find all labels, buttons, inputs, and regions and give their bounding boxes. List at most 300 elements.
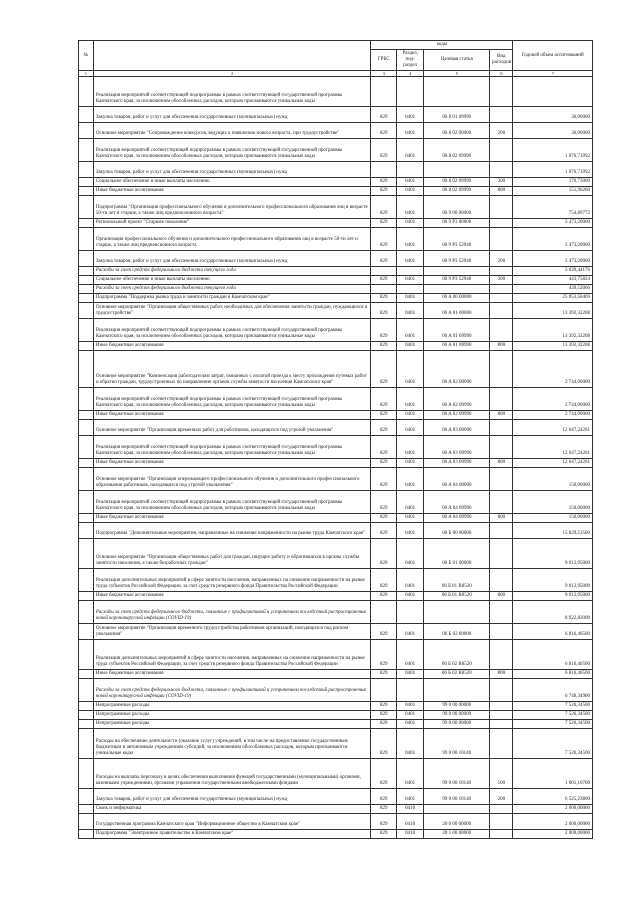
row-name-cell: Непрограммные расходы <box>93 711 371 720</box>
row-grbs-cell: 829 <box>371 569 396 592</box>
row-cs-cell: 06 A 04 00000 <box>424 468 490 491</box>
row-vid-cell <box>490 468 513 491</box>
row-cs-cell: 06 8 02 00000 <box>424 123 490 139</box>
row-razd-cell: 0401 <box>396 711 424 720</box>
row-vid-cell <box>490 319 513 342</box>
row-razd-cell: 0401 <box>396 789 424 805</box>
row-amount-cell: 13 392,32208 <box>513 342 593 351</box>
row-grbs-cell: 829 <box>371 178 396 187</box>
row-vid-cell: 800 <box>490 342 513 351</box>
row-name-cell: Основное мероприятие "Организация общественных работ для граждан, ищущих работу и обратившихся в органы службы занятости населения, а также безработных граждан" <box>93 539 371 569</box>
table-row <box>79 294 593 303</box>
row-vid-cell <box>490 77 513 107</box>
row-number-cell <box>79 436 94 459</box>
row-name-cell: Непрограммные расходы <box>93 702 371 711</box>
row-vid-cell <box>490 569 513 592</box>
row-amount-cell: 6 816,46500 <box>513 670 593 679</box>
row-vid-cell <box>490 139 513 162</box>
row-razd-cell: 0401 <box>396 219 424 228</box>
row-grbs-cell: 829 <box>371 539 396 569</box>
row-razd-cell: 0401 <box>396 729 424 759</box>
row-cs-cell: 99 0 00 00000 <box>424 720 490 729</box>
row-vid-cell: 200 <box>490 251 513 267</box>
table-row <box>79 123 593 139</box>
row-amount-cell: 12 647,24261 <box>513 436 593 459</box>
row-amount-cell: 36,00000 <box>513 123 593 139</box>
row-vid-cell: 800 <box>490 187 513 196</box>
table-row <box>79 276 593 285</box>
row-grbs-cell: 829 <box>371 789 396 805</box>
row-amount-cell: 7 526,34500 <box>513 729 593 759</box>
budget-table <box>78 40 593 839</box>
row-grbs-cell: 829 <box>371 640 396 670</box>
row-name-cell: Основное мероприятие "Организация общественных работ, необходимых для обеспечения занятости граждан, нуждающихся в трудоустройстве" <box>93 303 371 319</box>
table-body <box>79 77 593 839</box>
table-row <box>79 601 593 624</box>
row-grbs-cell: 829 <box>371 491 396 514</box>
row-name-cell: Социальное обеспечение и иные выплаты населению <box>93 276 371 285</box>
row-vid-cell <box>490 601 513 624</box>
row-grbs-cell: 829 <box>371 759 396 789</box>
row-cs-cell: 06 A 02 00000 <box>424 351 490 388</box>
row-cs-cell: 06 Б 02 R8520 <box>424 670 490 679</box>
row-cs-cell: 06 A 02 09990 <box>424 411 490 420</box>
row-razd-cell: 0401 <box>396 436 424 459</box>
table-row <box>79 342 593 351</box>
row-amount-cell: 3 473,20000 <box>513 251 593 267</box>
table-row <box>79 267 593 276</box>
row-grbs-cell: 829 <box>371 436 396 459</box>
row-amount-cell: 13 392,32208 <box>513 319 593 342</box>
row-cs-cell: 06 Б 00 00000 <box>424 523 490 539</box>
row-amount-cell: 151,96260 <box>513 187 593 196</box>
row-name-cell: Основное мероприятие "Организация временных работ для работников, находящихся под угрозой увольнения" <box>93 420 371 436</box>
row-name-cell: Социальное обеспечение и иные выплаты населению <box>93 178 371 187</box>
row-vid-cell <box>490 285 513 294</box>
row-name-cell: Реализация мероприятий соответствующей подпрограммы в рамках соответствующей государственной программы Камчатского края, за исключением обособленных расходов, которым присваиваются уникальные коды <box>93 139 371 162</box>
row-cs-cell <box>424 285 490 294</box>
row-cs-cell: 06 A 03 00000 <box>424 420 490 436</box>
row-grbs-cell: 829 <box>371 251 396 267</box>
row-number-cell <box>79 459 94 468</box>
row-number-cell <box>79 601 94 624</box>
row-grbs-cell: 829 <box>371 319 396 342</box>
row-razd-cell: 0401 <box>396 228 424 251</box>
row-name-cell: Иные бюджетные ассигнования <box>93 342 371 351</box>
table-row <box>79 729 593 759</box>
row-name-cell: Организация профессионального обучения и дополнительного профессионального образования лиц в возрасте 50-ти лет и старше, а также лиц предпенсионного возраста <box>93 228 371 251</box>
row-vid-cell <box>490 196 513 219</box>
row-vid-cell <box>490 294 513 303</box>
row-vid-cell <box>490 436 513 459</box>
row-number-cell <box>79 592 94 601</box>
row-vid-cell: 800 <box>490 514 513 523</box>
table-row <box>79 319 593 342</box>
row-number-cell <box>79 187 94 196</box>
row-number-cell <box>79 523 94 539</box>
row-razd-cell: 0401 <box>396 294 424 303</box>
row-cs-cell: 06 9 00 00000 <box>424 196 490 219</box>
row-number-cell <box>79 491 94 514</box>
row-amount-cell: 150,00000 <box>513 514 593 523</box>
row-number-cell <box>79 729 94 759</box>
row-grbs-cell: 829 <box>371 420 396 436</box>
row-vid-cell <box>490 228 513 251</box>
row-number-cell <box>79 251 94 267</box>
row-grbs-cell: 829 <box>371 830 396 839</box>
row-amount-cell: 6 816,46500 <box>513 624 593 640</box>
row-vid-cell <box>490 219 513 228</box>
row-cs-cell: 06 9 P3 52940 <box>424 276 490 285</box>
row-number-cell <box>79 285 94 294</box>
row-vid-cell <box>490 107 513 123</box>
row-vid-cell <box>490 805 513 814</box>
row-amount-cell: 9 012,95000 <box>513 539 593 569</box>
row-number-cell <box>79 814 94 830</box>
row-vid-cell <box>490 624 513 640</box>
row-name-cell: Подпрограмма "Электронное правительство в Камчатском крае" <box>93 830 371 839</box>
row-razd-cell: 0401 <box>396 569 424 592</box>
row-cs-cell: 06 9 P3 52940 <box>424 251 490 267</box>
row-grbs-cell: 829 <box>371 219 396 228</box>
row-vid-cell <box>490 162 513 178</box>
row-number-cell <box>79 196 94 219</box>
row-razd-cell: 0401 <box>396 388 424 411</box>
header-razd: Раздел, под-раздел <box>396 50 424 71</box>
row-razd-cell: 0401 <box>396 459 424 468</box>
table-row <box>79 351 593 388</box>
row-grbs-cell: 829 <box>371 805 396 814</box>
row-vid-cell: 200 <box>490 789 513 805</box>
row-name-cell: Подпрограмма "Поддержка рынка труда и занятости граждан в Камчатском крае" <box>93 294 371 303</box>
table-row <box>79 670 593 679</box>
row-number-cell <box>79 219 94 228</box>
table-row <box>79 720 593 729</box>
row-cs-cell: 06 A 04 09990 <box>424 491 490 514</box>
table-row <box>79 196 593 219</box>
row-number-cell <box>79 830 94 839</box>
row-grbs-cell: 829 <box>371 228 396 251</box>
row-cs-cell: 06 8 02 09990 <box>424 178 490 187</box>
row-razd-cell: 0401 <box>396 411 424 420</box>
row-amount-cell: 7 526,34500 <box>513 720 593 729</box>
row-number-cell <box>79 569 94 592</box>
row-amount-cell: 7 526,34500 <box>513 711 593 720</box>
row-grbs-cell: 829 <box>371 187 396 196</box>
row-vid-cell: 800 <box>490 459 513 468</box>
table-row <box>79 789 593 805</box>
table-row <box>79 285 593 294</box>
row-cs-cell: 20 1 00 00000 <box>424 830 490 839</box>
row-razd-cell: 0401 <box>396 178 424 187</box>
row-razd-cell: 0401 <box>396 139 424 162</box>
row-name-cell: Реализация мероприятий соответствующей подпрограммы в рамках соответствующей государственной программы Камчатского края, за исключением обособленных расходов, которым присваиваются уникальные коды <box>93 491 371 514</box>
table-row <box>79 702 593 711</box>
row-number-cell <box>79 303 94 319</box>
table-row <box>79 303 593 319</box>
row-cs-cell: 06 A 01 09990 <box>424 319 490 342</box>
table-row <box>79 251 593 267</box>
row-grbs-cell <box>371 679 396 702</box>
row-cs-cell: 06 9 P3 00000 <box>424 219 490 228</box>
row-amount-cell: 2 000,00000 <box>513 805 593 814</box>
row-grbs-cell: 829 <box>371 411 396 420</box>
row-amount-cell: 12 647,24261 <box>513 420 593 436</box>
row-razd-cell: 0401 <box>396 539 424 569</box>
column-index: 6 <box>490 71 513 77</box>
row-vid-cell <box>490 729 513 759</box>
row-grbs-cell <box>371 601 396 624</box>
row-grbs-cell: 829 <box>371 276 396 285</box>
row-grbs-cell: 829 <box>371 702 396 711</box>
row-name-cell: Основное мероприятие "Компенсация работодателям затрат, связанных с оплатой проезда к месту прохождения путевых работ и обратно граждан, трудоустроенных по направлению органов службы занятости населения Камчатского края" <box>93 351 371 388</box>
row-name-cell: Закупка товаров, работ и услуг для обеспечения государственных (муниципальных) нужд <box>93 162 371 178</box>
row-number-cell <box>79 178 94 187</box>
row-vid-cell <box>490 711 513 720</box>
table-row <box>79 107 593 123</box>
row-razd-cell <box>396 77 424 107</box>
row-amount-cell: 2 744,00000 <box>513 411 593 420</box>
row-amount-cell: 9 012,95000 <box>513 592 593 601</box>
row-name-cell: Расходы на обеспечение деятельности (оказание услуг) учреждений, в том числе на предоставление государственным бюджетным и автономным учреждениям субсидий, за исключением обособленных расходов, которым присваиваются уникальные коды <box>93 729 371 759</box>
row-amount-cell: 443,75824 <box>513 276 593 285</box>
row-name-cell: Закупка товаров, работ и услуг для обеспечения государственных (муниципальных) нужд <box>93 251 371 267</box>
table-row <box>79 228 593 251</box>
row-razd-cell <box>396 267 424 276</box>
row-cs-cell: 06 Б 02 00000 <box>424 624 490 640</box>
header-vid: Вид расходов <box>490 50 513 71</box>
row-grbs-cell: 829 <box>371 294 396 303</box>
row-cs-cell: 06 Б 02 R8520 <box>424 640 490 670</box>
row-grbs-cell: 829 <box>371 592 396 601</box>
row-razd-cell: 0401 <box>396 720 424 729</box>
row-cs-cell: 06 Б 01 R8520 <box>424 592 490 601</box>
row-vid-cell <box>490 303 513 319</box>
table-row <box>79 187 593 196</box>
row-razd-cell: 0410 <box>396 805 424 814</box>
row-name-cell: Реализация мероприятий соответствующей подпрограммы в рамках соответствующей государственной программы Камчатского края, за исключением обособленных расходов, которым присваиваются уникальные коды <box>93 388 371 411</box>
row-amount-cell: 3 029,44176 <box>513 267 593 276</box>
row-razd-cell: 0401 <box>396 251 424 267</box>
row-razd-cell: 0410 <box>396 830 424 839</box>
row-name-cell: Расходы за счет средств федерального бюджета, связанные с профилактикой и устранением последствий распространения новой коронавирусной инфекции (COVID-19) <box>93 601 371 624</box>
header-cs: Целевая статья <box>424 50 490 71</box>
row-number-cell <box>79 123 94 139</box>
row-name-cell: Расходы за счет средств федерального бюджета текущего года <box>93 267 371 276</box>
row-number-cell <box>79 228 94 251</box>
row-grbs-cell: 829 <box>371 388 396 411</box>
table-row <box>79 640 593 670</box>
row-name-cell: Реализация мероприятий соответствующей подпрограммы в рамках соответствующей государственной программы Камчатского края, за исключением обособленных расходов, которым присваиваются уникальные коды <box>93 319 371 342</box>
row-vid-cell <box>490 491 513 514</box>
row-razd-cell: 0401 <box>396 640 424 670</box>
row-cs-cell: 06 A 04 09990 <box>424 514 490 523</box>
row-grbs-cell: 829 <box>371 107 396 123</box>
header-grbs: ГРБС <box>371 50 396 71</box>
row-razd-cell: 0401 <box>396 107 424 123</box>
table-row <box>79 814 593 830</box>
row-grbs-cell: 829 <box>371 139 396 162</box>
row-number-cell <box>79 789 94 805</box>
row-number-cell <box>79 388 94 411</box>
row-razd-cell: 0401 <box>396 702 424 711</box>
row-number-cell <box>79 759 94 789</box>
row-razd-cell: 0401 <box>396 420 424 436</box>
row-name-cell: Непрограммные расходы <box>93 720 371 729</box>
row-amount-cell: 170,73060 <box>513 178 593 187</box>
row-cs-cell: 06 Б 01 R8520 <box>424 569 490 592</box>
table-row <box>79 523 593 539</box>
row-amount-cell: 2 000,00000 <box>513 830 593 839</box>
row-amount-cell: 12 647,24261 <box>513 459 593 468</box>
row-amount-cell: 6 816,46500 <box>513 640 593 670</box>
column-index: 3 <box>371 71 396 77</box>
row-number-cell <box>79 342 94 351</box>
row-grbs-cell: 829 <box>371 351 396 388</box>
table-row <box>79 219 593 228</box>
row-cs-cell: 99 0 00 00000 <box>424 702 490 711</box>
row-name-cell: Реализация дополнительных мероприятий в сфере занятости населения, направленных на снижение напряженности на рынке труда субъектов Российской Федерации, за счет средств резервного фонда Правительства Российской Федерации <box>93 569 371 592</box>
row-vid-cell <box>490 814 513 830</box>
table-row <box>79 491 593 514</box>
row-grbs-cell: 829 <box>371 670 396 679</box>
table-row <box>79 514 593 523</box>
row-number-cell <box>79 805 94 814</box>
row-cs-cell <box>424 162 490 178</box>
table-row <box>79 420 593 436</box>
table-row <box>79 711 593 720</box>
row-razd-cell: 0401 <box>396 319 424 342</box>
row-name-cell: Региональный проект "Старшее поколение" <box>93 219 371 228</box>
row-name-cell: Иные бюджетные ассигнования <box>93 592 371 601</box>
row-cs-cell: 06 8 02 09990 <box>424 139 490 162</box>
row-cs-cell: 06 8 01 09990 <box>424 107 490 123</box>
row-razd-cell: 0401 <box>396 303 424 319</box>
row-amount-cell: 36,00000 <box>513 107 593 123</box>
column-index: 7 <box>513 71 593 77</box>
row-razd-cell <box>396 162 424 178</box>
row-name-cell: Иные бюджетные ассигнования <box>93 187 371 196</box>
row-razd-cell: 0401 <box>396 351 424 388</box>
row-name-cell: Подпрограмма "Организация профессионального обучения и дополнительного профессионального образования лиц в возрасте 50-ти лет и старше, а также лиц предпенсионного возраста" <box>93 196 371 219</box>
row-amount-cell: 754,89772 <box>513 196 593 219</box>
row-vid-cell <box>490 720 513 729</box>
table-row <box>79 805 593 814</box>
table-row <box>79 679 593 702</box>
row-number-cell <box>79 276 94 285</box>
header-num: № <box>79 41 94 71</box>
row-amount-cell: 8 922,82000 <box>513 601 593 624</box>
column-index: 2 <box>93 71 371 77</box>
row-razd-cell: 0401 <box>396 514 424 523</box>
row-amount-cell: 7 526,34500 <box>513 702 593 711</box>
row-vid-cell: 800 <box>490 411 513 420</box>
row-amount-cell: 2 744,00000 <box>513 388 593 411</box>
row-razd-cell: 0401 <box>396 123 424 139</box>
row-razd-cell: 0401 <box>396 342 424 351</box>
row-number-cell <box>79 679 94 702</box>
row-grbs-cell <box>371 77 396 107</box>
row-cs-cell: 06 8 02 09990 <box>424 187 490 196</box>
row-number-cell <box>79 702 94 711</box>
row-amount-cell: 25 953,56469 <box>513 294 593 303</box>
table-row <box>79 388 593 411</box>
row-amount-cell: 439,52066 <box>513 285 593 294</box>
row-grbs-cell <box>371 162 396 178</box>
row-cs-cell: 06 A 01 00000 <box>424 303 490 319</box>
row-amount-cell <box>513 77 593 107</box>
header-name <box>93 41 371 71</box>
row-vid-cell: 200 <box>490 123 513 139</box>
row-razd-cell: 0401 <box>396 592 424 601</box>
row-amount-cell: 6 525,23800 <box>513 789 593 805</box>
row-cs-cell: 06 A 00 00000 <box>424 294 490 303</box>
row-grbs-cell: 829 <box>371 123 396 139</box>
row-grbs-cell: 829 <box>371 523 396 539</box>
table-row <box>79 624 593 640</box>
row-number-cell <box>79 351 94 388</box>
row-grbs-cell: 829 <box>371 720 396 729</box>
row-razd-cell <box>396 679 424 702</box>
row-name-cell: Закупка товаров, работ и услуг для обеспечения государственных (муниципальных) нужд <box>93 107 371 123</box>
row-number-cell <box>79 468 94 491</box>
row-vid-cell <box>490 388 513 411</box>
row-cs-cell <box>424 805 490 814</box>
row-name-cell: Расходы на выплаты персоналу в целях обеспечения выполнения функций государственными (муниципальными) органами, казенными учреждениями, органами управления государственными внебюджетными фондами <box>93 759 371 789</box>
row-number-cell <box>79 294 94 303</box>
column-index: 5 <box>424 71 490 77</box>
row-vid-cell <box>490 640 513 670</box>
row-vid-cell <box>490 267 513 276</box>
column-index: 1 <box>79 71 94 77</box>
table-row <box>79 162 593 178</box>
row-amount-cell: 150,00000 <box>513 468 593 491</box>
row-name-cell: Государственная программа Камчатского края "Информационное общество в Камчатском крае" <box>93 814 371 830</box>
table-row <box>79 411 593 420</box>
row-grbs-cell: 829 <box>371 196 396 219</box>
row-cs-cell: 99 0 00 10140 <box>424 789 490 805</box>
row-number-cell <box>79 539 94 569</box>
row-vid-cell <box>490 420 513 436</box>
row-number-cell <box>79 411 94 420</box>
row-cs-cell: 06 9 P3 52940 <box>424 228 490 251</box>
row-name-cell: Реализация дополнительных мероприятий в сфере занятости населения, направленных на снижение напряженности на рынке труда субъектов Российской Федерации, за счет средств резервного фонда Правительства Российской Федерации <box>93 640 371 670</box>
row-vid-cell: 300 <box>490 178 513 187</box>
table-row <box>79 139 593 162</box>
table-row <box>79 539 593 569</box>
row-name-cell: Основное мероприятие "Организация опережающего профессионального обучения и дополнительного профессионального образования работников, находящихся под угрозой увольнения" <box>93 468 371 491</box>
row-name-cell: Расходы за счет средств федерального бюджета, связанные с профилактикой и устранением последствий распространения новой коронавирусной инфекции (COVID-19) <box>93 679 371 702</box>
table-row <box>79 830 593 839</box>
row-vid-cell <box>490 702 513 711</box>
row-cs-cell: 20 0 00 00000 <box>424 814 490 830</box>
row-amount-cell: 13 392,32208 <box>513 303 593 319</box>
row-cs-cell: 99 0 00 10140 <box>424 759 490 789</box>
row-number-cell <box>79 107 94 123</box>
row-amount-cell: 15 829,53500 <box>513 523 593 539</box>
row-razd-cell: 0401 <box>396 523 424 539</box>
row-vid-cell <box>490 351 513 388</box>
row-cs-cell <box>424 267 490 276</box>
row-number-cell <box>79 514 94 523</box>
row-vid-cell: 100 <box>490 759 513 789</box>
row-number-cell <box>79 624 94 640</box>
row-number-cell <box>79 720 94 729</box>
row-razd-cell: 0401 <box>396 624 424 640</box>
table-row <box>79 436 593 459</box>
row-vid-cell <box>490 539 513 569</box>
row-cs-cell: 06 A 01 09990 <box>424 342 490 351</box>
